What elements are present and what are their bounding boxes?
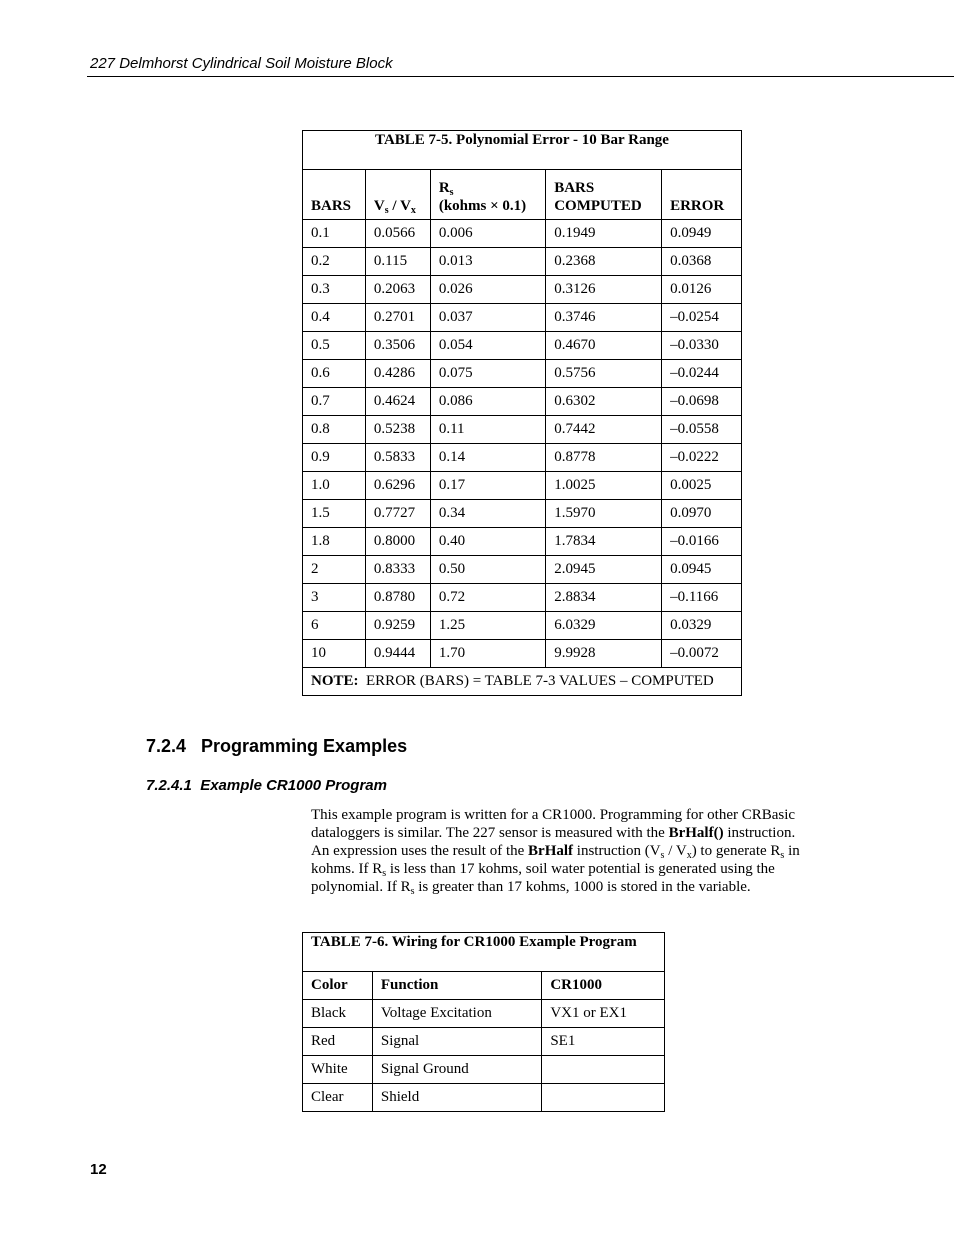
table-cell: 1.5 xyxy=(303,500,366,528)
table-cell: Clear xyxy=(303,1084,373,1112)
table-header-row xyxy=(303,972,665,1000)
table-row xyxy=(303,472,742,500)
table-row xyxy=(303,248,742,276)
subsection-heading: 7.2.4.1 Example CR1000 Program xyxy=(146,777,387,794)
table-cell: 0.72 xyxy=(430,584,545,612)
table-cell: 2.8834 xyxy=(546,584,662,612)
column-header-function: Function xyxy=(372,972,541,1000)
table-cell: –0.0254 xyxy=(662,304,742,332)
table-cell: Black xyxy=(303,1000,373,1028)
table-cell: White xyxy=(303,1056,373,1084)
table-row xyxy=(303,416,742,444)
table-cell: 0.0970 xyxy=(662,500,742,528)
table-cell: 0.0949 xyxy=(662,220,742,248)
table-cell: Voltage Excitation xyxy=(372,1000,541,1028)
section-heading: 7.2.4 Programming Examples xyxy=(146,736,408,756)
table-cell: 2.0945 xyxy=(546,556,662,584)
table-cell: Shield xyxy=(372,1084,541,1112)
table-header-row xyxy=(303,170,742,220)
table-cell: –0.0330 xyxy=(662,332,742,360)
table-cell: –0.0244 xyxy=(662,360,742,388)
table-note-row xyxy=(303,668,742,696)
table-row xyxy=(303,1000,665,1028)
table-cell: 1.8 xyxy=(303,528,366,556)
table-cell: 0.9 xyxy=(303,444,366,472)
table-cell: 0.1949 xyxy=(546,220,662,248)
table-cell: 0.075 xyxy=(430,360,545,388)
table-cell: 1.7834 xyxy=(546,528,662,556)
table-cell: –0.0558 xyxy=(662,416,742,444)
table-cell: 0.1 xyxy=(303,220,366,248)
table-cell: 0.7727 xyxy=(365,500,430,528)
column-header-color: Color xyxy=(303,972,373,1000)
table-cell: 0.0566 xyxy=(365,220,430,248)
table-cell: 0.8 xyxy=(303,416,366,444)
table-cell: 0.6 xyxy=(303,360,366,388)
table-cell: Red xyxy=(303,1028,373,1056)
table-row xyxy=(303,388,742,416)
table-cell: 0.2368 xyxy=(546,248,662,276)
table-cell: 0.50 xyxy=(430,556,545,584)
table-row xyxy=(303,220,742,248)
table-cell: 0.054 xyxy=(430,332,545,360)
table-row xyxy=(303,556,742,584)
column-header-error: ERROR xyxy=(662,170,742,220)
table-cell xyxy=(542,1084,665,1112)
table-cell: 0.14 xyxy=(430,444,545,472)
table-cell: 0.4 xyxy=(303,304,366,332)
table-cell: 0.026 xyxy=(430,276,545,304)
table-row xyxy=(303,360,742,388)
table-row xyxy=(303,528,742,556)
table-cell: 6 xyxy=(303,612,366,640)
table-cell: 0.8778 xyxy=(546,444,662,472)
table-cell: 10 xyxy=(303,640,366,668)
table-row xyxy=(303,584,742,612)
table-cell: 0.5833 xyxy=(365,444,430,472)
table-cell: 6.0329 xyxy=(546,612,662,640)
table-cell: 0.11 xyxy=(430,416,545,444)
table-cell: Signal xyxy=(372,1028,541,1056)
table-row xyxy=(303,332,742,360)
table-cell: 3 xyxy=(303,584,366,612)
table-cell: 1.70 xyxy=(430,640,545,668)
table-cell: VX1 or EX1 xyxy=(542,1000,665,1028)
table-cell: 1.0 xyxy=(303,472,366,500)
table-title: TABLE 7-6. Wiring for CR1000 Example Program xyxy=(303,933,665,972)
table-cell: –0.1166 xyxy=(662,584,742,612)
table-cell: 0.5238 xyxy=(365,416,430,444)
table-cell: 0.013 xyxy=(430,248,545,276)
table-cell: 0.5 xyxy=(303,332,366,360)
table-cell: 9.9928 xyxy=(546,640,662,668)
table-cell: 0.0025 xyxy=(662,472,742,500)
table-cell: 0.5756 xyxy=(546,360,662,388)
table-cell: 0.9259 xyxy=(365,612,430,640)
table-cell: –0.0166 xyxy=(662,528,742,556)
table-cell: 0.086 xyxy=(430,388,545,416)
table-polynomial-error xyxy=(302,130,742,696)
table-cell: 0.8333 xyxy=(365,556,430,584)
table-cell: SE1 xyxy=(542,1028,665,1056)
table-cell: 0.3 xyxy=(303,276,366,304)
header-rule xyxy=(87,76,954,77)
table-cell: 0.3746 xyxy=(546,304,662,332)
table-cell: 0.3126 xyxy=(546,276,662,304)
body-paragraph: This example program is written for a CR1000. Programming for other CRBasic dataloggers is similar. The 227 sensor is measured with the BrHalf() instruction. An expression uses the result of the BrHalf instruction $(V_s / V_x)$ to generate $R_s$ in kohms. If $R_s$ is less than 17 kohms, soil water potential is generated using the polynomial. If $R_s$ is greater than 17 kohms, 1000 is stored in the variable. xyxy=(311,807,800,897)
table-cell: 0.115 xyxy=(365,248,430,276)
table-wiring xyxy=(302,932,665,1112)
table-row xyxy=(303,444,742,472)
table-cell: 0.6296 xyxy=(365,472,430,500)
table-cell: 0.0126 xyxy=(662,276,742,304)
table-cell: 0.2063 xyxy=(365,276,430,304)
table-cell: 0.4624 xyxy=(365,388,430,416)
table-cell: Signal Ground xyxy=(372,1056,541,1084)
table-cell: 0.7 xyxy=(303,388,366,416)
column-header-rs: $R_s$ (kohms × 0.1) xyxy=(430,170,545,220)
table-cell: 0.6302 xyxy=(546,388,662,416)
column-header-cr1000: CR1000 xyxy=(542,972,665,1000)
table-cell: 0.4670 xyxy=(546,332,662,360)
table-cell: 0.0329 xyxy=(662,612,742,640)
table-row xyxy=(303,1084,665,1112)
table-cell: 0.8000 xyxy=(365,528,430,556)
table-note: NOTE: ERROR (BARS) = TABLE 7-3 VALUES – COMPUTED xyxy=(303,668,742,696)
table-row xyxy=(303,500,742,528)
table-cell: 0.7442 xyxy=(546,416,662,444)
page-number: 12 xyxy=(90,1161,107,1178)
table-cell: –0.0698 xyxy=(662,388,742,416)
table-cell: 0.2701 xyxy=(365,304,430,332)
table-title: TABLE 7-5. Polynomial Error - 10 Bar Range xyxy=(303,131,742,170)
table-row xyxy=(303,1028,665,1056)
column-header-bars: BARS xyxy=(303,170,366,220)
table-row xyxy=(303,276,742,304)
table-cell: 0.3506 xyxy=(365,332,430,360)
table-cell: 1.0025 xyxy=(546,472,662,500)
table-cell xyxy=(542,1056,665,1084)
column-header-vs-vx: $V_s / V_x$ xyxy=(365,170,430,220)
table-row xyxy=(303,1056,665,1084)
table-cell: 1.5970 xyxy=(546,500,662,528)
table-cell: 0.2 xyxy=(303,248,366,276)
table-cell: 0.8780 xyxy=(365,584,430,612)
table-cell: 2 xyxy=(303,556,366,584)
column-header-bars-computed: BARS COMPUTED xyxy=(546,170,662,220)
table-row xyxy=(303,304,742,332)
table-cell: 0.40 xyxy=(430,528,545,556)
table-cell: 0.34 xyxy=(430,500,545,528)
running-header: 227 Delmhorst Cylindrical Soil Moisture Block xyxy=(90,55,393,72)
table-row xyxy=(303,640,742,668)
table-cell: 0.037 xyxy=(430,304,545,332)
table-row xyxy=(303,612,742,640)
table-cell: 0.0945 xyxy=(662,556,742,584)
table-cell: –0.0072 xyxy=(662,640,742,668)
table-cell: –0.0222 xyxy=(662,444,742,472)
table-cell: 0.17 xyxy=(430,472,545,500)
table-cell: 0.4286 xyxy=(365,360,430,388)
table-cell: 0.006 xyxy=(430,220,545,248)
table-cell: 0.9444 xyxy=(365,640,430,668)
table-cell: 0.0368 xyxy=(662,248,742,276)
table-cell: 1.25 xyxy=(430,612,545,640)
